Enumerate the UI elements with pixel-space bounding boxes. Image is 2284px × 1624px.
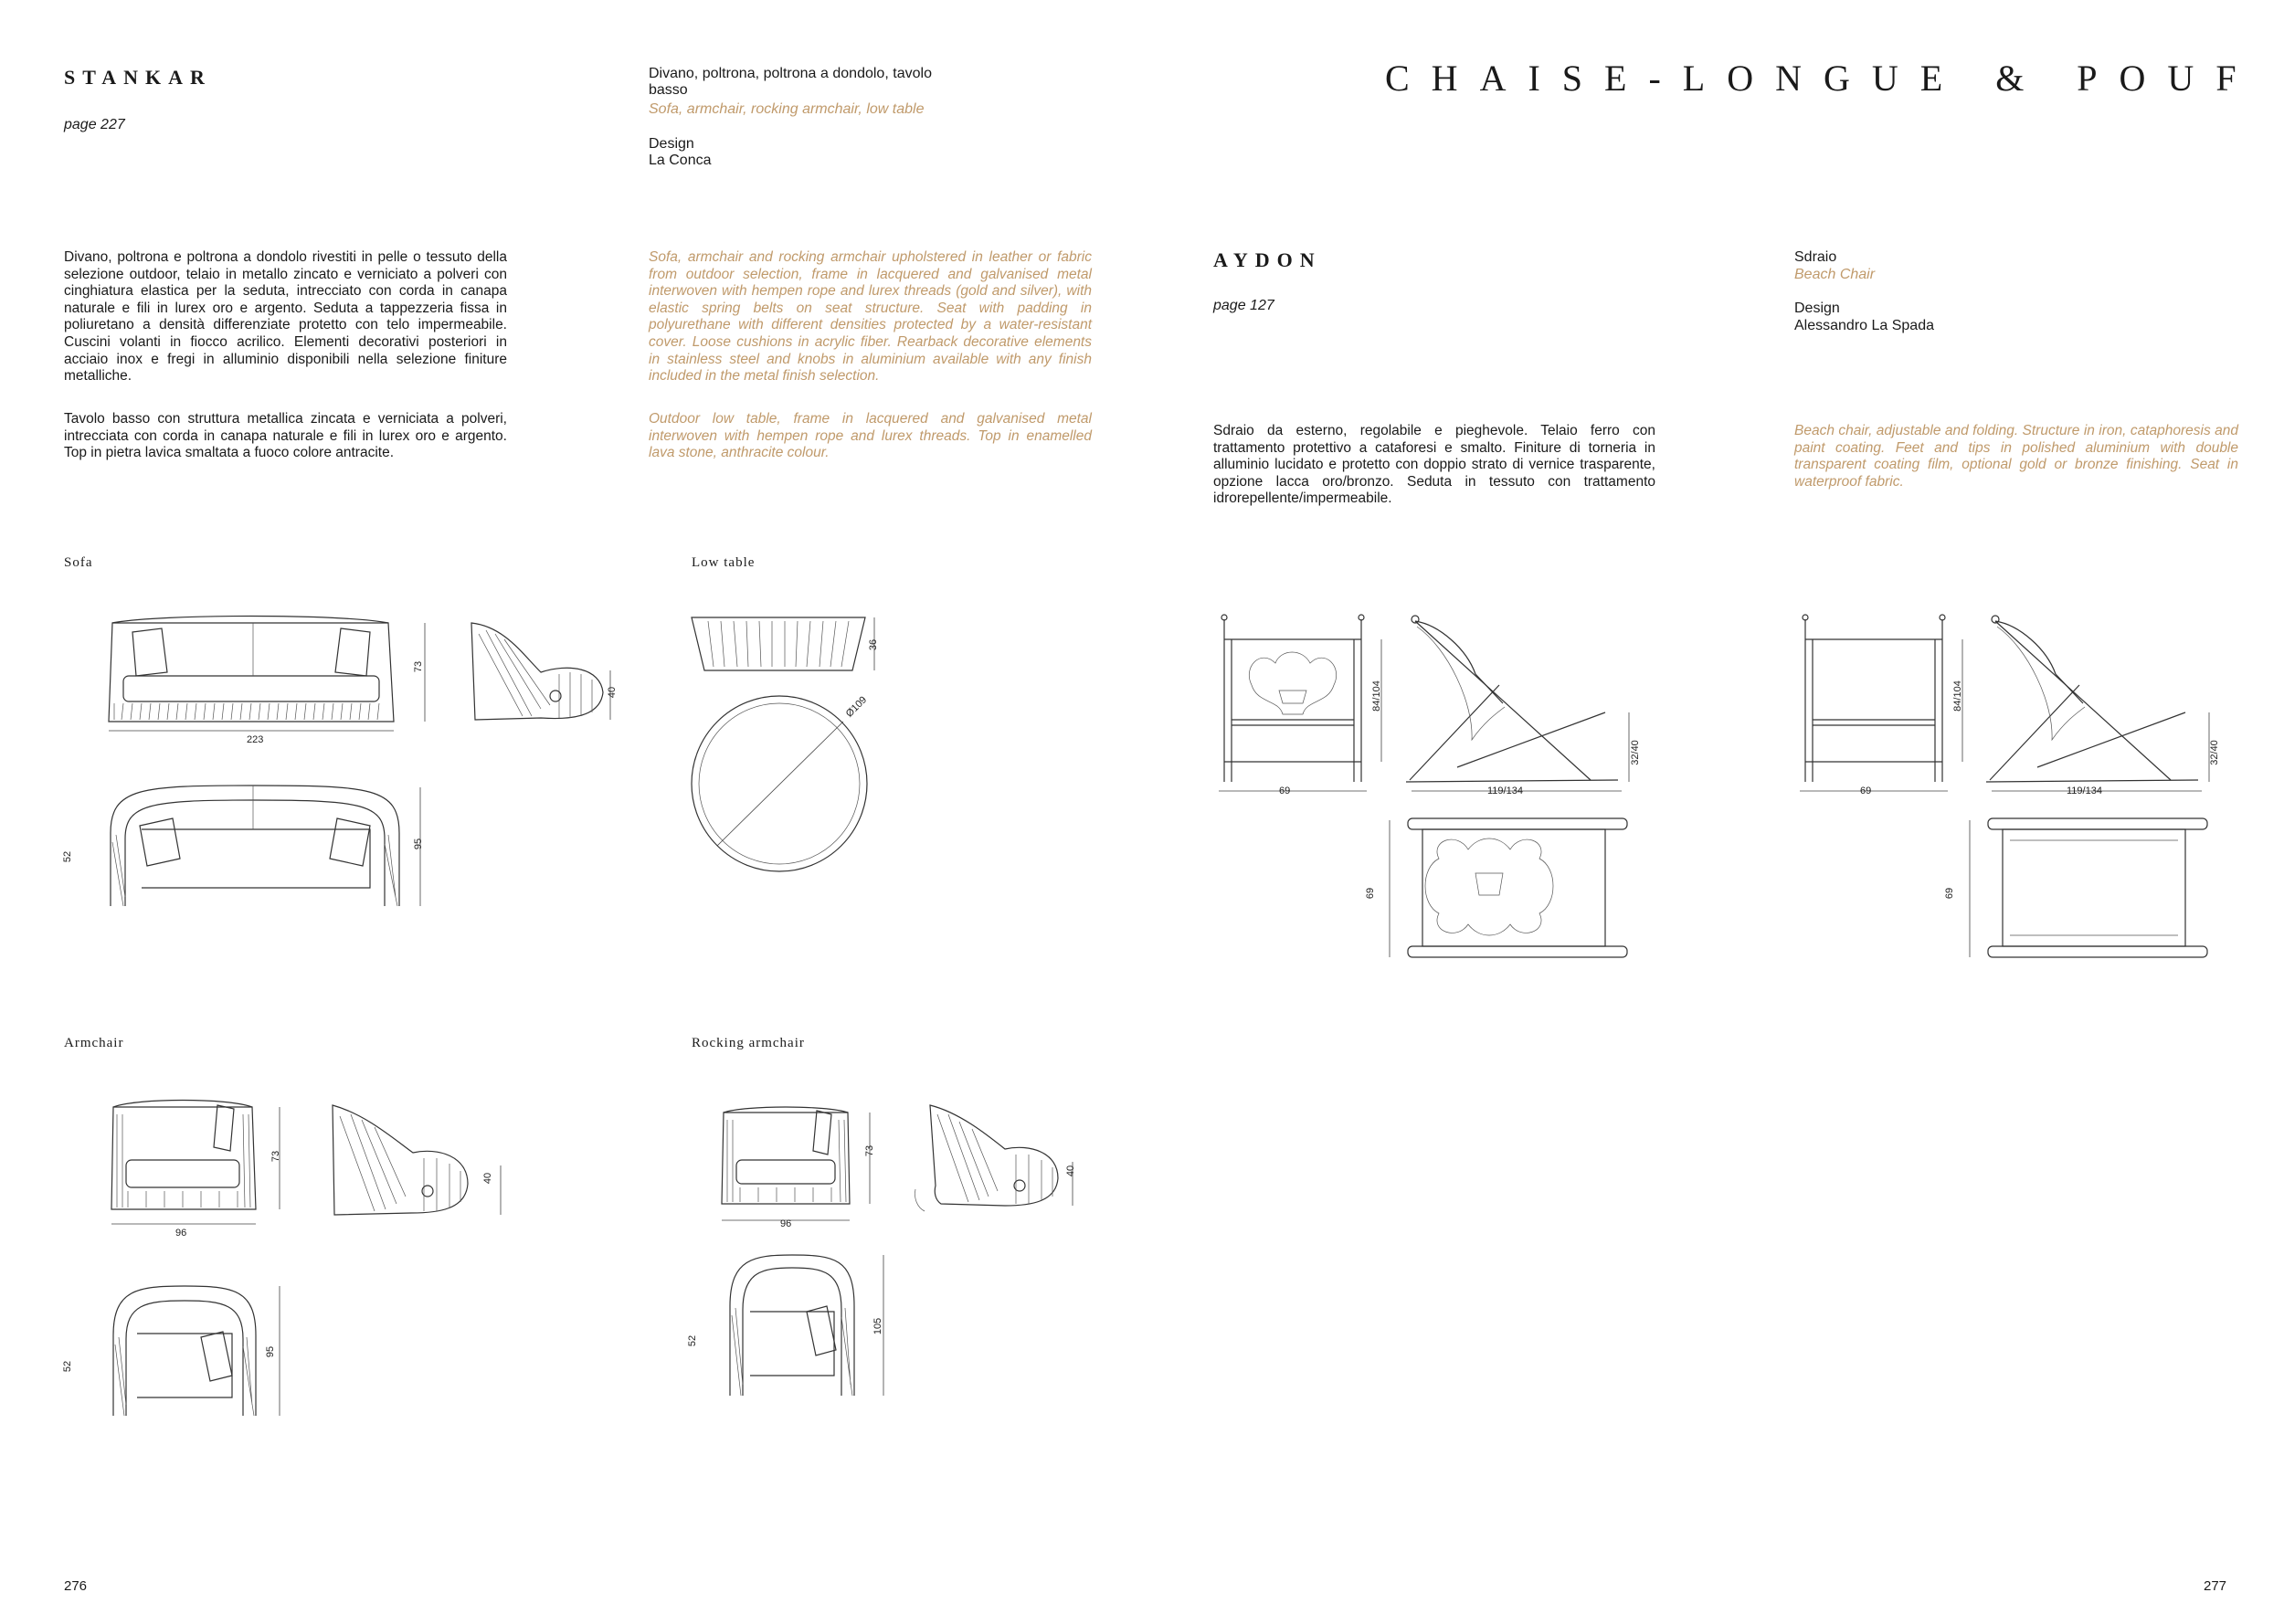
aydon-b-side-drawing bbox=[1983, 612, 2206, 795]
stankar-type-en: Sofa, armchair, rocking armchair, low table bbox=[649, 101, 925, 117]
label-low-table: Low table bbox=[692, 555, 756, 570]
dim-arm-depth: 95 bbox=[265, 1345, 277, 1358]
aydon-a-top-drawing bbox=[1402, 813, 1635, 968]
dim-arm-w: 96 bbox=[175, 1228, 187, 1239]
stankar-brand: STANKAR bbox=[64, 66, 212, 89]
dim-rock-seat: 52 bbox=[687, 1334, 699, 1347]
dim-arm-seat: 52 bbox=[62, 1360, 74, 1373]
aydon-desc-en: Beach chair, adjustable and folding. Structure in iron, cataphoresis and paint coating. Feet and tips in polished aluminium with double transparent coating film, optional gold or bronze finishing. Seat in waterproof fabric. bbox=[1794, 423, 2238, 490]
dim-sofa-w: 223 bbox=[247, 734, 264, 745]
dim-a-front-w: 69 bbox=[1279, 786, 1291, 796]
dim-sofa-h: 73 bbox=[413, 660, 425, 673]
dim-rock-depth: 105 bbox=[872, 1317, 884, 1335]
dim-b-side-h: 32/40 bbox=[2208, 740, 2220, 765]
label-armchair: Armchair bbox=[64, 1036, 124, 1050]
aydon-designer: Alessandro La Spada bbox=[1794, 318, 1934, 333]
armchair-top-drawing bbox=[110, 1281, 277, 1418]
stankar-desc-it-2: Tavolo basso con struttura metallica zincata e verniciata a polveri, intrecciata con corda in canapa naturale e fili in lurex oro e argento. Top in pietra lavica smaltata a fuoco colore antracite. bbox=[64, 411, 507, 461]
rocking-front-drawing bbox=[722, 1103, 859, 1218]
armchair-side-drawing bbox=[329, 1102, 475, 1218]
sofa-front-drawing bbox=[105, 612, 397, 731]
stankar-desc-it-1: Divano, poltrona e poltrona a dondolo rivestiti in pelle o tessuto della selezione outdoor, telaio in metallo zincato e verniciato a polveri con cinghiatura elastica per la seduta, intrecciato con corda in canapa naturale e fili in lurex oro e argento. Seduta a tappezzeria fissa in poliuretano a densità differenziate protetto con telo impermeabile. Cuscini volanti in fiocco acrilico. Elementi decorativi posteriori in acciaio inox e fregi in alluminio disponibili nella selezione finiture metalliche. bbox=[64, 249, 507, 385]
stankar-desc-en-1: Sofa, armchair and rocking armchair upholstered in leather or fabric from outdoor selection, frame in lacquered and galvanised metal interwoven with hempen rope and lurex threads (gold and silver), with elastic spring belts on seat structure. Seat with padding in polyurethane with different densities protected by a water-resistant cover. Loose cushions in acrylic fiber. Rearback decorative elements in stainless steel and knobs in aluminium available with any finish included in the metal finish selection. bbox=[649, 249, 1092, 385]
stankar-desc-en-2: Outdoor low table, frame in lacquered and galvanised metal interwoven with hempen rope and lurex threads. Top in enamelled lava stone, anthracite colour. bbox=[649, 411, 1092, 461]
stankar-type-it: Divano, poltrona, poltrona a dondolo, tavolo basso bbox=[649, 66, 932, 98]
dim-sofa-depth: 95 bbox=[413, 838, 425, 850]
dim-b-side-w: 119/134 bbox=[2067, 786, 2102, 796]
aydon-b-front-drawing bbox=[1796, 612, 1956, 795]
dim-sofa-seat: 52 bbox=[62, 850, 74, 863]
dim-rock-w: 96 bbox=[780, 1218, 792, 1229]
aydon-b-top-drawing bbox=[1983, 813, 2215, 968]
stankar-designer: La Conca bbox=[649, 153, 712, 168]
aydon-desc-it: Sdraio da esterno, regolabile e pieghevole. Telaio ferro con trattamento protettivo a cataforesi e smalto. Finiture di torneria in alluminio lucidato e protetto con doppio strato di vernice trasparente, opzione lacca oro/bronzo. Seduta in tessuto con trattamento idrorepellente/impermeabile. bbox=[1213, 423, 1655, 507]
dim-rock-h: 73 bbox=[864, 1144, 876, 1157]
dim-a-side-h: 32/40 bbox=[1629, 740, 1641, 765]
dim-table-h: 36 bbox=[868, 638, 880, 651]
rocking-side-drawing bbox=[914, 1102, 1078, 1211]
stankar-design-label: Design bbox=[649, 136, 694, 152]
aydon-type-it: Sdraio bbox=[1794, 249, 1837, 265]
low-table-side-drawing bbox=[690, 614, 872, 678]
aydon-a-front-drawing bbox=[1215, 612, 1375, 795]
dim-arm-side-h: 40 bbox=[482, 1172, 494, 1185]
armchair-front-drawing bbox=[110, 1096, 270, 1215]
aydon-type-en: Beach Chair bbox=[1794, 267, 1876, 282]
dim-sofa-side-h: 40 bbox=[607, 686, 619, 699]
dim-a-top-h: 69 bbox=[1365, 887, 1377, 900]
label-sofa: Sofa bbox=[64, 555, 93, 570]
dim-arm-h: 73 bbox=[270, 1150, 282, 1163]
page-number-left: 276 bbox=[64, 1578, 88, 1594]
rocking-top-drawing bbox=[726, 1251, 891, 1397]
label-rocking-armchair: Rocking armchair bbox=[692, 1036, 805, 1050]
aydon-design-label: Design bbox=[1794, 301, 1840, 316]
low-table-top-drawing bbox=[690, 694, 872, 877]
dim-a-side-w: 119/134 bbox=[1487, 786, 1523, 796]
section-title: CHAISE-LONGUE & POUF bbox=[1385, 58, 2258, 99]
page-number-right: 277 bbox=[2204, 1578, 2227, 1594]
dim-b-front-h: 84/104 bbox=[1951, 680, 1963, 712]
aydon-a-side-drawing bbox=[1402, 612, 1626, 795]
aydon-page-ref: page 127 bbox=[1213, 298, 1274, 313]
dim-b-top-h: 69 bbox=[1944, 887, 1956, 900]
dim-table-d: Ø109 bbox=[843, 694, 870, 720]
sofa-side-drawing bbox=[468, 617, 605, 722]
aydon-brand: AYDON bbox=[1213, 248, 1322, 271]
dim-rock-side-h: 40 bbox=[1065, 1165, 1077, 1177]
dim-b-front-w: 69 bbox=[1860, 786, 1872, 796]
dim-a-front-h: 84/104 bbox=[1370, 680, 1382, 712]
stankar-page-ref: page 227 bbox=[64, 117, 125, 132]
sofa-top-drawing bbox=[105, 778, 407, 906]
